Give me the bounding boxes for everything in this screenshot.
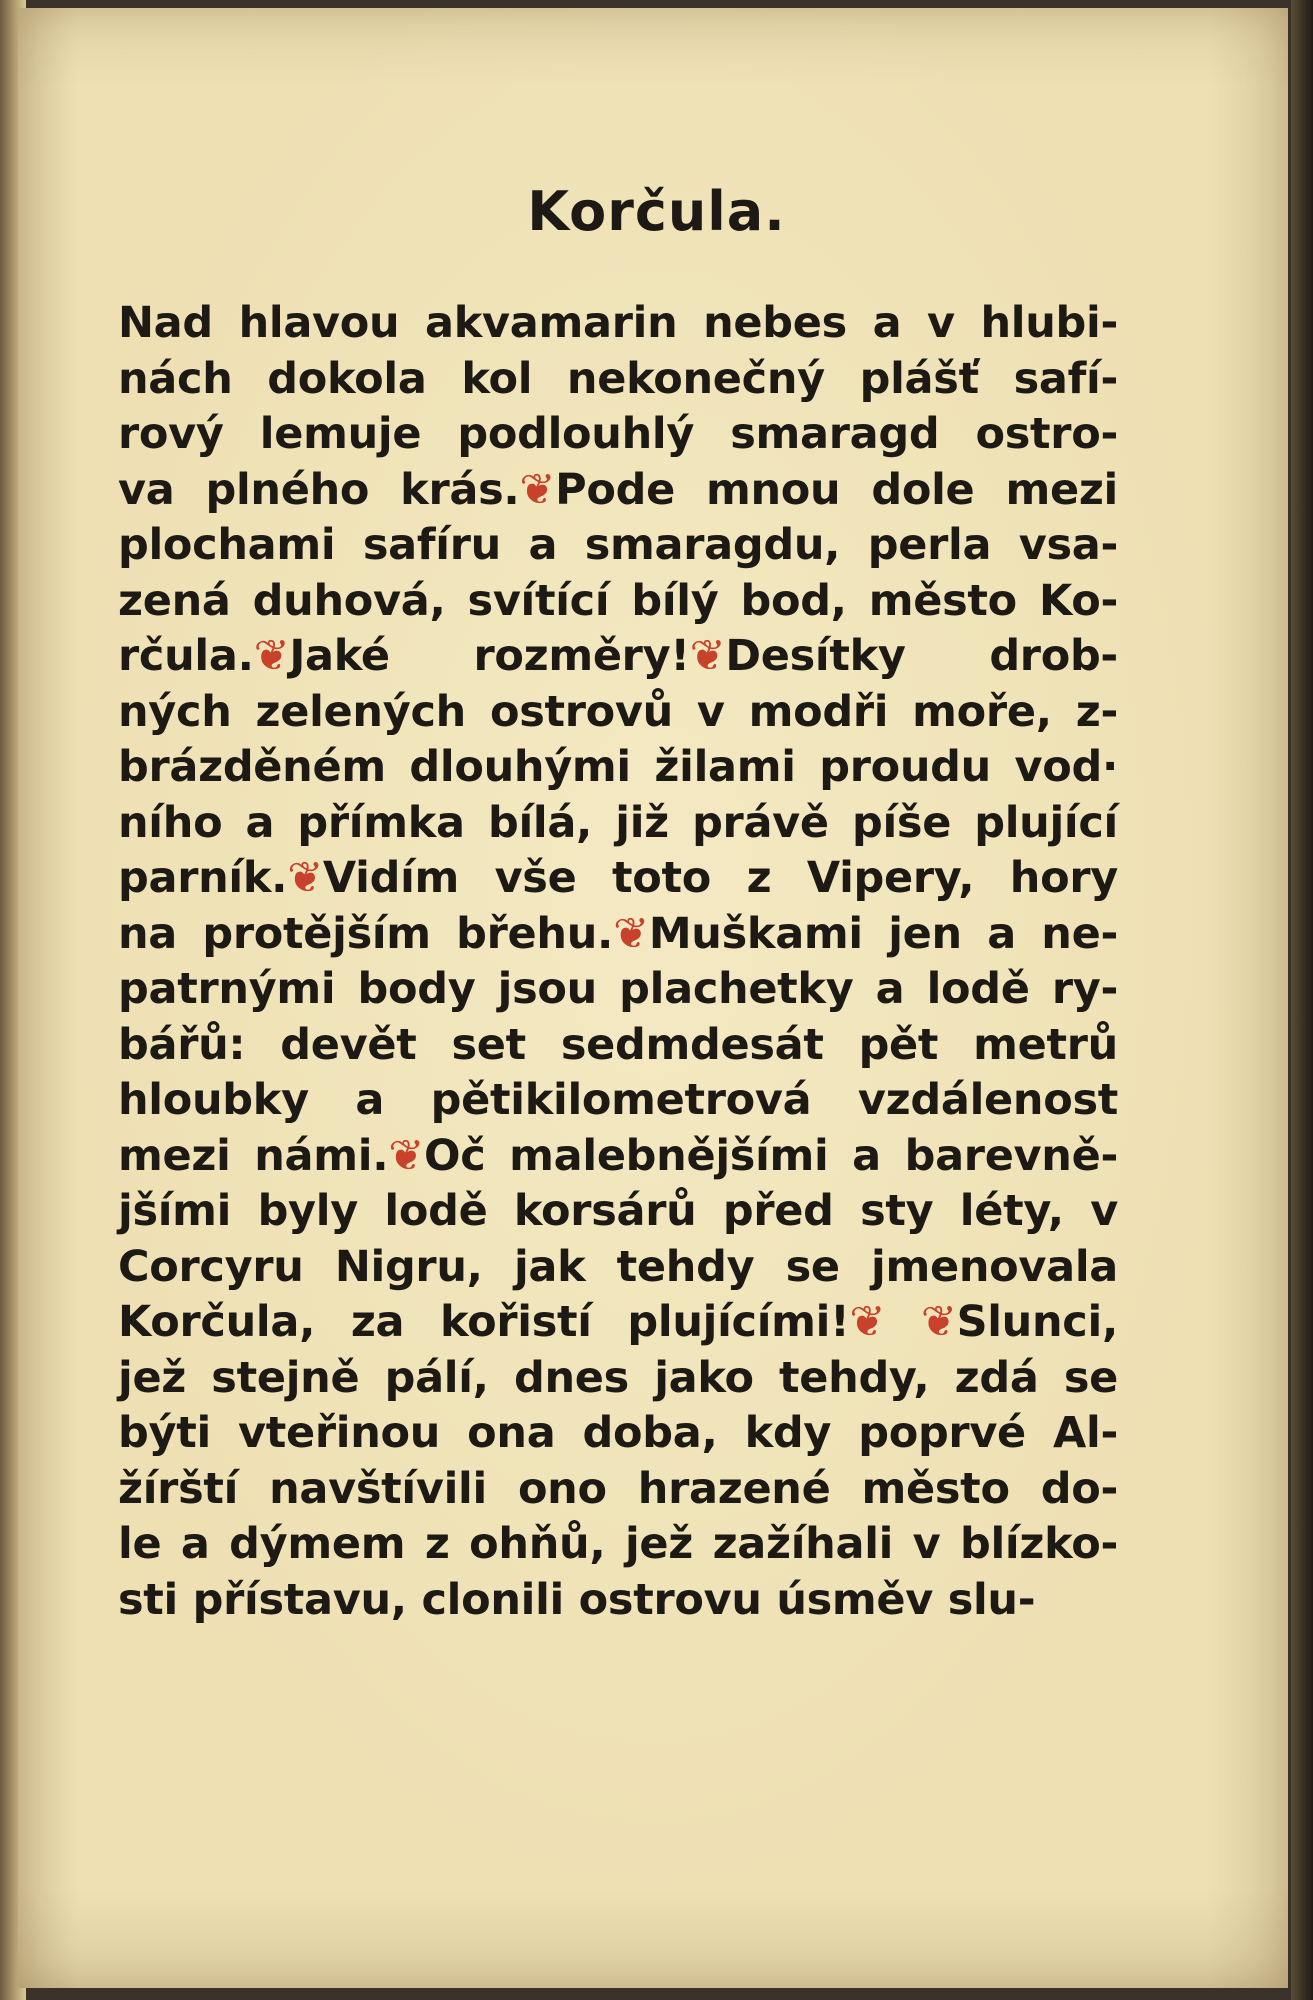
text-line bbox=[118, 962, 1118, 1018]
text-line bbox=[118, 1073, 1118, 1129]
red-fleuron-icon: ❦ bbox=[388, 1130, 424, 1181]
red-fleuron-icon: ❦ bbox=[287, 853, 323, 903]
text-line bbox=[118, 907, 1118, 963]
text-run: brázděném dlouhými žilami proudu vod· bbox=[118, 742, 1118, 792]
text-run: hloubky a pětikilometrová vzdálenost bbox=[118, 1075, 1118, 1125]
text-line bbox=[118, 629, 1118, 685]
text-line bbox=[118, 1573, 1118, 1629]
text-run: Korčula, za kořistí plujícími! bbox=[118, 1297, 850, 1347]
text-run: ných zelených ostrovů v modři moře, z- bbox=[118, 686, 1118, 737]
text-run: parník. bbox=[118, 853, 288, 903]
text-run: ního a přímka bílá, již právě píše plující bbox=[118, 797, 1118, 848]
text-line bbox=[118, 1462, 1118, 1518]
text-run: Corcyru Nigru, jak tehdy se jmenovala bbox=[118, 1241, 1118, 1292]
text-run: jšími byly lodě korsárů před sty léty, v bbox=[118, 1186, 1118, 1236]
text-line bbox=[118, 1018, 1118, 1074]
text-line bbox=[118, 851, 1118, 907]
text-line bbox=[118, 740, 1118, 796]
text-line bbox=[118, 1240, 1118, 1296]
text-run: mezi námi. bbox=[118, 1130, 389, 1181]
text-run: Oč malebnějšími a barevně- bbox=[424, 1130, 1119, 1181]
red-fleuron-icon: ❦ bbox=[689, 631, 726, 681]
text-run: zená duhová, svítící bílý bod, město Ko- bbox=[118, 575, 1118, 626]
text-run: jež stejně pálí, dnes jako tehdy, zdá se bbox=[118, 1352, 1118, 1403]
red-fleuron-icon: ❦ bbox=[613, 908, 649, 959]
text-run: Muškami jen a ne- bbox=[648, 908, 1118, 959]
text-run: sti přístavu, clonili ostrovu úsměv slu- bbox=[118, 1574, 1036, 1625]
text-line bbox=[118, 685, 1118, 741]
text-run: Jaké rozměry! bbox=[289, 631, 690, 681]
text-run: žírští navštívili ono hrazené město do- bbox=[118, 1463, 1118, 1514]
text-line bbox=[118, 463, 1118, 519]
book-cover-edge bbox=[1291, 0, 1313, 2000]
text-line bbox=[118, 1295, 1118, 1351]
text-line bbox=[118, 407, 1118, 463]
text-run: Nad hlavou akvamarin nebes a v hlubi- bbox=[118, 298, 1118, 348]
text-line bbox=[118, 1351, 1118, 1407]
text-run: Pode mnou dole mezi bbox=[555, 464, 1118, 515]
text-run: Desítky drob- bbox=[725, 631, 1118, 681]
text-run: bářů: devět set sedmdesát pět metrů bbox=[118, 1019, 1118, 1070]
text-line bbox=[118, 1129, 1118, 1185]
text-run: patrnými body jsou plachetky a lodě ry- bbox=[118, 964, 1118, 1014]
text-line bbox=[118, 574, 1118, 630]
text-line bbox=[118, 352, 1118, 408]
text-line bbox=[118, 796, 1118, 852]
text-line bbox=[118, 1406, 1118, 1462]
text-run: nách dokola kol nekonečný plášť safí- bbox=[118, 353, 1118, 404]
body-paragraph bbox=[118, 296, 1118, 1628]
text-run: býti vteřinou ona doba, kdy poprvé Al- bbox=[118, 1408, 1118, 1458]
text-line bbox=[118, 296, 1118, 352]
text-line bbox=[118, 518, 1118, 574]
text-run: Slunci, bbox=[956, 1297, 1118, 1347]
text-run: Vidím vše toto z Vipery, hory bbox=[322, 853, 1118, 903]
text-run: rčula. bbox=[118, 631, 254, 681]
text-run: rový lemuje podlouhlý smaragd ostro- bbox=[118, 409, 1118, 459]
text-run: le a dýmem z ohňů, jež zažíhali v blízko- bbox=[118, 1519, 1118, 1569]
red-fleuron-icon: ❦ bbox=[519, 464, 556, 515]
text-line bbox=[118, 1517, 1118, 1573]
text-run: va plného krás. bbox=[118, 464, 520, 515]
text-line bbox=[118, 1184, 1118, 1240]
text-run: na protějším břehu. bbox=[118, 908, 614, 959]
red-fleuron-icon: ❦ ❦ bbox=[849, 1297, 957, 1347]
text-run: plochami safíru a smaragdu, perla vsa- bbox=[118, 520, 1118, 570]
red-fleuron-icon: ❦ bbox=[253, 631, 290, 681]
page-title: Korčula. bbox=[527, 180, 786, 243]
